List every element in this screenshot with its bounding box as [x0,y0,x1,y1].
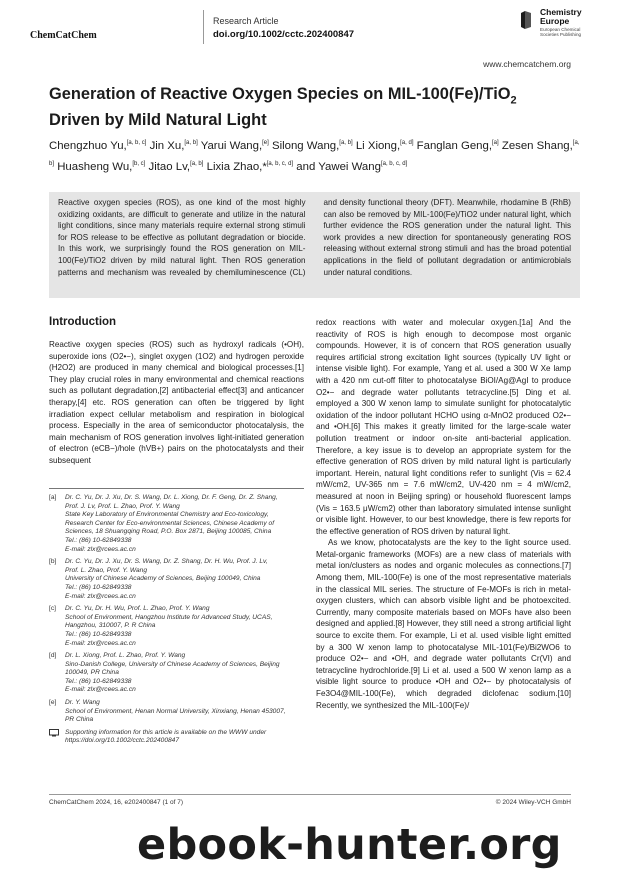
email-link[interactable]: E-mail: zlx@rcees.ac.cn [65,592,136,600]
publisher-name-line2: Europe [540,16,570,26]
author[interactable]: Lixia Zhao,*[a, b, c, d] [206,160,294,173]
footer-divider [49,794,571,795]
footer-copyright: © 2024 Wiley-VCH GmbH [495,799,571,806]
affiliations [49,494,307,750]
header-divider [203,10,204,44]
left-column [49,339,304,467]
affiliation-label: [e] [49,699,57,707]
intro-paragraph: As we know, photocatalysts are the key to the light source used. Metal-organic frameworks (MOFs) are a new class of materials with metal ion/clusters as nodes and organic molecules as connections.[7] Among them, MIL-100(Fe) is one of the most representative materials in the classical MIL series. The structure of Fe-MOFs is rich in metal-oxygen clusters, which can absorb visible light and be photoexcited. Currently, many composite materials based on MOFs have also been designed and applied.[8] However, they still need a strong artificial light source to excite them. For example, Li et al. used visible light emitted by a 300 W xenon lamp to photocatalyse MIL-101(Fe)/Bi2WO6 to produce O2•− and •OH, and degrade water pollutants Cr(VI) and tetracycline hydrochloride.[9] Li et al. used a 500 W xenon lamp as a visible light source to produce •OH and O2•− by photocatalysis of Fe3O4@MIL-100(Fe), which degraded diclofenac sodium.[10] Recently, we synthesized the MIL-100(Fe)/ [316,538,571,710]
author[interactable]: and Yawei Wang[a, b, c, d] [296,160,408,173]
author[interactable]: Huasheng Wu,[b, c] [57,160,146,173]
publisher-subtitle-line1: European Chemical [540,27,581,32]
intro-paragraph: redox reactions with water and molecular oxygen.[1a] And the reactivity of ROS is high enough to decompose most organic compounds. However, it is of concern that ROS generation usually requires artificial strong excitation light sources (typically UV light or intense visible light). For example, Yang et al. used a 300 W Xe lamp with a 420 nm cut-off filter to photocatalyse BiOI/Ag@AgI to produce O2•− and degrade water pollutants tetracycline.[5] Ding et al. employed a 300 W xenon lamp to simulate sunlight for photocatalytic oxidation of the indoor pollutant HCHO using α-MnO2 produced O2•− and •OH.[6] This makes it greatly limited for the large-scale water pollution treatment or indoor on-site anti-bacterial application. Therefore, a key issue is to develop an appropriate system for the effective generation of ROS driven by mild natural light is particularly important. Herein, natural light conditions refer to sunlight (Vis = 62.4 mW/cm2, UV-365 nm = 7.6 mW/cm2, UV-420 nm = 4 mW/cm2, measured at noon in Beijing spring) or household fluorescent lamps (Vis = 163.5 μW/cm2) other than laboratory simulated intense sunlight or visible light. However, to our best knowledge, there is few reports for the effective generation of ROS driven by natural light. [316,318,571,536]
intro-paragraph: Reactive oxygen species (ROS) such as hydroxyl radicals (•OH), superoxide ions (O2•−), singlet oxygen (1O2) and hydrogen peroxide (H2O2) are produced in many chemical and biological processes.[1] They play crucial roles in many environmental and chemical reactions such as pollutant degradation,[2] antibacterial effect[3] and anticancer therapy,[4] etc. ROS generation can often be triggered by light irradiation expect cellular metabolism and respiration in biological process. Especially in the area of semiconductor photocatalysis, the main mechanism of ROS generation involves light-initiated generation of electron (eCB−)/hole (hVB+) pairs on the photocatalysts and their subsequent [49,340,304,465]
affiliation-c: [c] Dr. C. Yu, Dr. H. Wu, Prof. L. Zhao, Prof. Y. Wang School of Environment, Hangzhou Institute for Advanced Study, UCAS, Hangzhou, 310007, P. R China Tel.: (86) 10-62849338 E-mail: zlx@rcees.ac.cn [49,605,273,647]
author[interactable]: Yarui Wang,[e] [200,139,269,152]
article-title [49,84,579,130]
doi-link[interactable]: doi.org/10.1002/cctc.202400847 [213,29,355,40]
email-link[interactable]: E-mail: zlx@rcees.ac.cn [65,545,136,553]
footer-citation: ChemCatChem 2024, 16, e202400847 (1 of 7) [49,799,184,806]
affiliation-a: [a] Dr. C. Yu, Dr. J. Xu, Dr. S. Wang, Dr. L. Xiong, Dr. F. Geng, Dr. Z. Shang, Prof. J. Lv, Prof. L. Zhao, Prof. Y. Wang State Key Laboratory of Environmental Chemistry and Eco-toxicology, Research Center for Eco-environmental Sciences, Chinese Academy of Sciences, 18 Shuangqing Road, P.O. Box 2871, Beijing 100085, China Tel.: (86) 10-62849338 E-mail: zlx@rcees.ac.cn [49,494,278,553]
affiliation-divider [49,488,304,489]
article-type: Research Article [213,16,279,26]
supporting-information: Supporting information for this article is available on the WWW under https://doi.org/10.1002/cctc.202400847 [49,729,307,746]
publisher-name-line1: Chemistry [540,7,582,17]
email-link[interactable]: E-mail: zlx@rcees.ac.cn [65,639,136,647]
watermark: ebook-hunter.org [137,820,562,870]
author-list [49,134,584,176]
abstract: Reactive oxygen species (ROS), as one kind of the most highly oxidizing oxidants, are difficult to generate and utilize in the natural light conditions, since many materials require external strong stimuli for ROS release to be effective as pollutant degradation or biocide. In this work, we surprisingly found the ROS generation on MIL-100(Fe)/TiO2 driven by mild natural light. Then ROS generation patterns and mechanism was revealed by chemiluminescence (CL) and density functional theory (DFT). Meanwhile, rhodamine B (RhB) can also be removed by MIL-100(Fe)/TiO2 under natural light, which further evidence the ROS generation under the natural light. This work provides a new direction for spontaneously generating ROS releasing without external strong stimuli and has the broad potential applications in the field of pollutant degradation or antimicrobials under natural conditions. [49,192,580,298]
title-subscript: 2 [510,94,517,107]
author[interactable]: Fanglan Geng,[a] [416,139,499,152]
affiliation-label: [b] [49,558,57,566]
monitor-icon [49,729,65,746]
affiliation-e: [e] Dr. Y. Wang School of Environment, Henan Normal University, Xinxiang, Henan 453007, PR China [49,699,286,724]
author[interactable]: Jitao Lv,[a, b] [148,160,204,173]
author[interactable]: Li Xiong,[a, d] [355,139,414,152]
title-main: Generation of Reactive Oxygen Species on MIL-100(Fe)/TiO [49,85,511,103]
supporting-info-link[interactable]: https://doi.org/10.1002/cctc.202400847 [65,737,180,745]
introduction-heading: Introduction [49,316,117,328]
author[interactable]: Chengzhuo Yu,[a, b, c] [49,139,147,152]
publisher-subtitle-line2: Societies Publishing [540,32,582,37]
affiliation-label: [d] [49,652,57,660]
email-link[interactable]: E-mail: zlx@rcees.ac.cn [65,686,136,694]
affiliation-d: [d] Dr. L. Xiong, Prof. L. Zhao, Prof. Y. Wang Sino-Danish College, University of Chinese Academy of Sciences, Beijing 100049, PR China Tel.: (86) 10-62849338 E-mail: zlx@rcees.ac.cn [49,652,280,694]
title-line2: Driven by Mild Natural Light [49,111,267,130]
affiliation-label: [c] [49,605,56,613]
affiliation-b: [b] Dr. C. Yu, Dr. J. Xu, Dr. S. Wang, Dr. Z. Shang, Dr. H. Wu, Prof. J. Lv, Prof. L. Zhao, Prof. Y. Wang University of Chinese Academy of Sciences, Beijing 100049, China Tel.: (86) 10-62849338 E-mail: zlx@rcees.ac.cn [49,558,268,600]
author[interactable]: Zesen Shang,[a, b] [49,139,580,167]
author[interactable]: Silong Wang,[a, b] [271,139,353,152]
affiliation-label: [a] [49,494,57,501]
right-column [316,317,571,711]
author[interactable]: Jin Xu,[a, b] [149,139,198,152]
journal-website-link[interactable]: www.chemcatchem.org [483,59,571,69]
journal-name: ChemCatChem [30,30,97,41]
